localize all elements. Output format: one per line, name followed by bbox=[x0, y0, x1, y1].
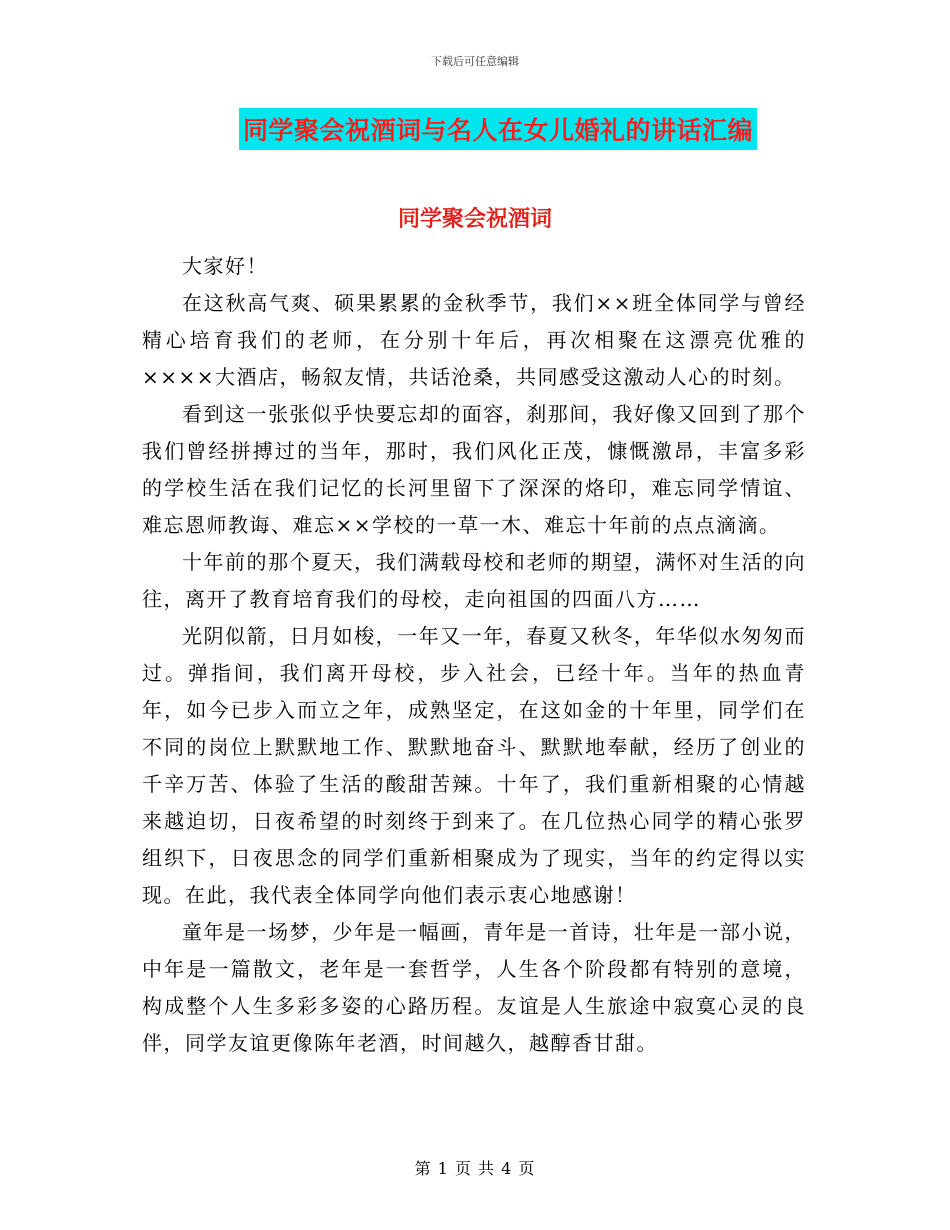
paragraph: 十年前的那个夏天，我们满载母校和老师的期望，满怀对生活的向往，离开了教育培育我们的母校，走向祖国的四面八方…… bbox=[142, 550, 806, 611]
paragraph: 看到这一张张似乎快要忘却的面容，刹那间，我好像又回到了那个我们曾经拼搏过的当年，那时，我们风化正茂，慷慨激昂，丰富多彩的学校生活在我们记忆的长河里留下了深深的烙印，难忘同学情谊、难忘恩师教诲、难忘××学校的一草一木、难忘十年前的点点滴滴。 bbox=[142, 402, 806, 537]
paragraph: 在这秋高气爽、硕果累累的金秋季节，我们××班全体同学与曾经精心培育我们的老师，在分别十年后，再次相聚在这漂亮优雅的××××大酒店，畅叙友情，共话沧桑，共同感受这激动人心的时刻。 bbox=[142, 291, 806, 389]
paragraph: 童年是一场梦，少年是一幅画，青年是一首诗，壮年是一部小说，中年是一篇散文，老年是一套哲学，人生各个阶段都有特别的意境，构成整个人生多彩多姿的心路历程。友谊是人生旅途中寂寞心灵的良伴，同学友谊更像陈年老酒，时间越久，越醇香甘甜。 bbox=[142, 920, 806, 1055]
paragraph: 光阴似箭，日月如梭，一年又一年，春夏又秋冬，年华似水匆匆而过。弹指间，我们离开母校，步入社会，已经十年。当年的热血青年，如今已步入而立之年，成熟坚定，在这如金的十年里，同学们在不同的岗位上默默地工作、默默地奋斗、默默地奉献，经历了创业的千辛万苦、体验了生活的酸甜苦辣。十年了，我们重新相聚的心情越来越迫切，日夜希望的时刻终于到来了。在几位热心同学的精心张罗组织下，日夜思念的同学们重新相聚成为了现实，当年的约定得以实现。在此，我代表全体同学向他们表示衷心地感谢！ bbox=[142, 624, 806, 907]
header-note: 下载后可任意编辑 bbox=[431, 55, 519, 68]
document-body bbox=[142, 248, 806, 1062]
page-number: 第 1 页 共 4 页 bbox=[414, 1159, 536, 1178]
section-title: 同学聚会祝酒词 bbox=[397, 207, 552, 232]
document-title: 同学聚会祝酒词与名人在女儿婚礼的讲话汇编 bbox=[239, 108, 757, 150]
paragraph-greeting: 大家好！ bbox=[182, 254, 268, 278]
main-title-container bbox=[0, 108, 950, 150]
